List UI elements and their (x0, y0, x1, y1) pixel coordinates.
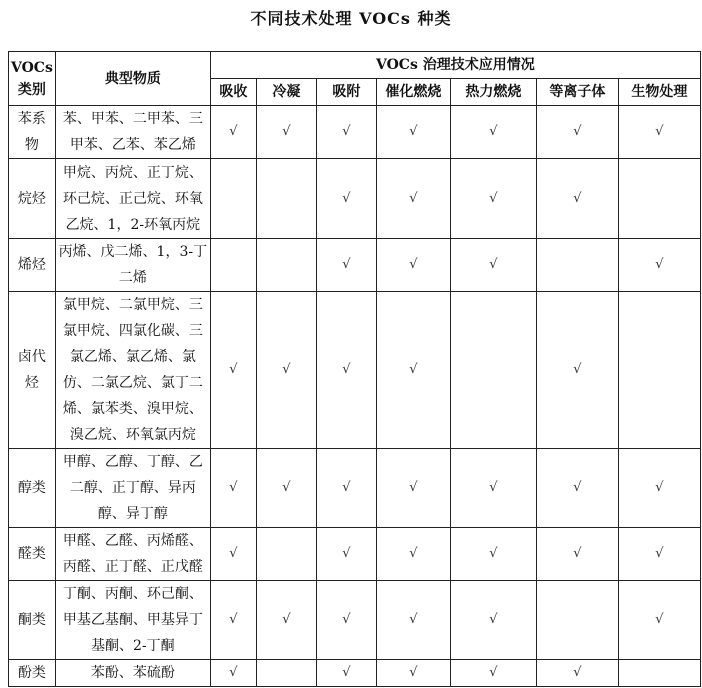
substances-cell: 甲醛、乙醛、丙烯醛、丙醛、正丁醛、正戊醛 (55, 528, 210, 581)
empty-cell (256, 159, 316, 239)
check-mark-cell: √ (450, 449, 536, 528)
table-row (9, 239, 701, 292)
check-mark-cell: √ (536, 449, 618, 528)
check-mark-cell: √ (450, 239, 536, 292)
header-tech-1: 冷凝 (256, 79, 316, 106)
empty-cell (536, 239, 618, 292)
check-mark-cell: √ (536, 292, 618, 449)
category-cell: 酚类 (9, 660, 56, 687)
category-cell: 酮类 (9, 581, 56, 660)
empty-cell (256, 239, 316, 292)
check-mark-cell: √ (316, 581, 376, 660)
check-mark-cell: √ (450, 106, 536, 159)
header-tech-2: 吸附 (316, 79, 376, 106)
substances-cell: 丙烯、戊二烯、1，3-丁二烯 (55, 239, 210, 292)
check-mark-cell: √ (210, 106, 256, 159)
empty-cell (210, 239, 256, 292)
check-mark-cell: √ (316, 660, 376, 687)
header-tech-group: VOCs 治理技术应用情况 (210, 52, 700, 79)
check-mark-cell: √ (376, 449, 450, 528)
check-mark-cell: √ (210, 449, 256, 528)
check-mark-cell: √ (316, 292, 376, 449)
check-mark-cell: √ (316, 528, 376, 581)
table-row (9, 106, 701, 159)
check-mark-cell: √ (210, 660, 256, 687)
category-cell: 醛类 (9, 528, 56, 581)
header-tech-0: 吸收 (210, 79, 256, 106)
empty-cell (536, 581, 618, 660)
check-mark-cell: √ (376, 239, 450, 292)
check-mark-cell: √ (256, 581, 316, 660)
empty-cell (256, 660, 316, 687)
category-cell: 烯烃 (9, 239, 56, 292)
check-mark-cell: √ (618, 106, 700, 159)
table-row (9, 449, 701, 528)
check-mark-cell: √ (536, 528, 618, 581)
category-cell: 苯系物 (9, 106, 56, 159)
check-mark-cell: √ (316, 106, 376, 159)
check-mark-cell: √ (536, 660, 618, 687)
check-mark-cell: √ (376, 159, 450, 239)
table-row (9, 528, 701, 581)
check-mark-cell: √ (618, 581, 700, 660)
check-mark-cell: √ (210, 528, 256, 581)
check-mark-cell: √ (618, 528, 700, 581)
check-mark-cell: √ (376, 292, 450, 449)
empty-cell (256, 528, 316, 581)
empty-cell (618, 292, 700, 449)
check-mark-cell: √ (618, 449, 700, 528)
substances-cell: 甲烷、丙烷、正丁烷、环己烷、正己烷、环氧乙烷、1，2-环氧丙烷 (55, 159, 210, 239)
substances-cell: 苯酚、苯硫酚 (55, 660, 210, 687)
table-row (9, 581, 701, 660)
check-mark-cell: √ (450, 528, 536, 581)
table-row (9, 159, 701, 239)
category-cell: 醇类 (9, 449, 56, 528)
check-mark-cell: √ (256, 106, 316, 159)
header-tech-6: 生物处理 (618, 79, 700, 106)
check-mark-cell: √ (376, 660, 450, 687)
check-mark-cell: √ (450, 159, 536, 239)
check-mark-cell: √ (450, 660, 536, 687)
table-row (9, 660, 701, 687)
category-cell: 卤代烃 (9, 292, 56, 449)
check-mark-cell: √ (256, 292, 316, 449)
header-substances: 典型物质 (55, 52, 210, 106)
check-mark-cell: √ (256, 449, 316, 528)
substances-cell: 甲醇、乙醇、丁醇、乙二醇、正丁醇、异丙醇、异丁醇 (55, 449, 210, 528)
empty-cell (618, 660, 700, 687)
check-mark-cell: √ (376, 528, 450, 581)
empty-cell (618, 159, 700, 239)
check-mark-cell: √ (316, 239, 376, 292)
header-tech-4: 热力燃烧 (450, 79, 536, 106)
voc-treatment-table (8, 51, 701, 687)
check-mark-cell: √ (316, 159, 376, 239)
table-row (9, 292, 701, 449)
check-mark-cell: √ (536, 159, 618, 239)
header-category: VOCs类别 (9, 52, 56, 106)
header-tech-3: 催化燃烧 (376, 79, 450, 106)
substances-cell: 丁酮、丙酮、环己酮、甲基乙基酮、甲基异丁基酮、2-丁酮 (55, 581, 210, 660)
check-mark-cell: √ (210, 292, 256, 449)
category-cell: 烷烃 (9, 159, 56, 239)
check-mark-cell: √ (316, 449, 376, 528)
header-tech-5: 等离子体 (536, 79, 618, 106)
check-mark-cell: √ (210, 581, 256, 660)
substances-cell: 苯、甲苯、二甲苯、三甲苯、乙苯、苯乙烯 (55, 106, 210, 159)
substances-cell: 氯甲烷、二氯甲烷、三氯甲烷、四氯化碳、三氯乙烯、氯乙烯、氯仿、二氯乙烷、氯丁二烯、氯苯类、溴甲烷、溴乙烷、环氧氯丙烷 (55, 292, 210, 449)
empty-cell (210, 159, 256, 239)
document-title: 不同技术处理 VOCs 种类 (250, 9, 452, 28)
check-mark-cell: √ (618, 239, 700, 292)
check-mark-cell: √ (536, 106, 618, 159)
check-mark-cell: √ (450, 581, 536, 660)
empty-cell (450, 292, 536, 449)
check-mark-cell: √ (376, 581, 450, 660)
check-mark-cell: √ (376, 106, 450, 159)
